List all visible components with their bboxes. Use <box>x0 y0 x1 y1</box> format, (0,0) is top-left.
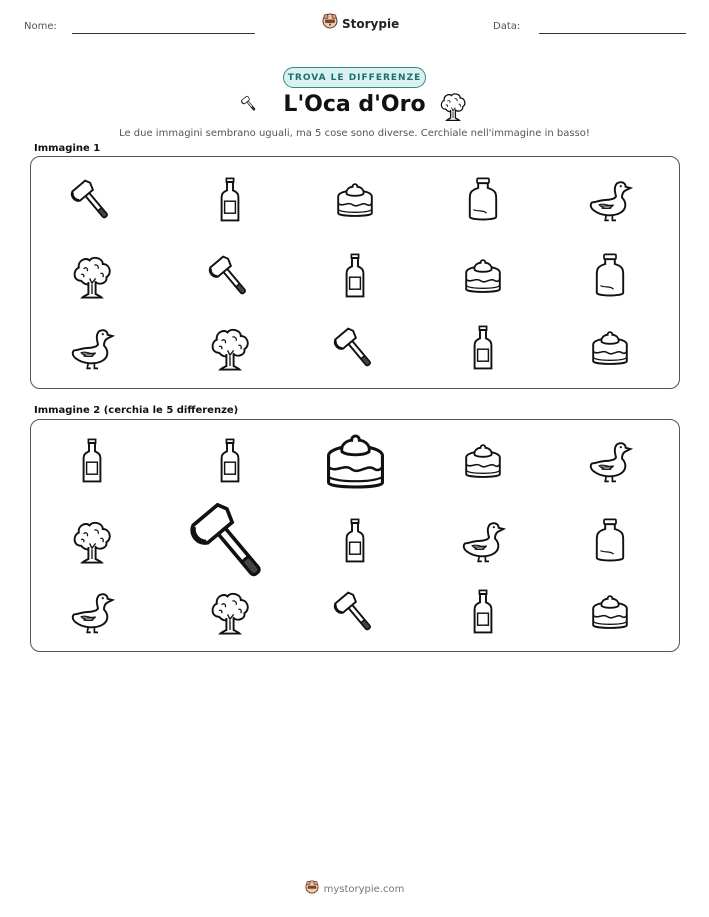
cake-icon <box>331 176 379 224</box>
goose-icon <box>586 176 634 224</box>
cake-icon <box>586 324 634 372</box>
cake-icon[interactable] <box>317 423 394 500</box>
tree-icon[interactable] <box>68 517 116 565</box>
cake-icon[interactable] <box>459 437 507 485</box>
bottle-icon[interactable] <box>68 437 116 485</box>
page-title: L'Oca d'Oro <box>283 92 426 117</box>
brand-name: Storypie <box>342 16 400 31</box>
footer-url: mystorypie.com <box>323 884 405 895</box>
instructions: Le due immagini sembrano uguali, ma 5 cose sono diverse. Cerchiale nell'immagine in basso! <box>119 128 590 139</box>
panel-1-label: Immagine 1 <box>34 143 101 154</box>
flask-icon <box>586 252 634 300</box>
worksheet-type-badge: TROVA LE DIFFERENZE <box>283 67 426 88</box>
axe-icon <box>68 176 116 224</box>
storypie-mascot-icon <box>305 880 319 899</box>
flask-icon[interactable] <box>586 517 634 565</box>
tree-icon[interactable] <box>206 588 254 636</box>
axe-icon <box>206 252 254 300</box>
tree-icon <box>437 90 469 127</box>
bottle-icon <box>331 252 379 300</box>
bottle-icon[interactable] <box>331 517 379 565</box>
storypie-mascot-icon <box>322 13 338 34</box>
goose-icon[interactable] <box>459 517 507 565</box>
tree-icon <box>206 324 254 372</box>
axe-icon[interactable] <box>185 496 276 587</box>
bottle-icon[interactable] <box>206 437 254 485</box>
bottle-icon[interactable] <box>459 588 507 636</box>
flask-icon <box>459 176 507 224</box>
footer <box>0 880 709 899</box>
cake-icon[interactable] <box>586 588 634 636</box>
goose-icon[interactable] <box>68 588 116 636</box>
goose-icon[interactable] <box>586 437 634 485</box>
date-label: Data: <box>493 21 521 32</box>
goose-icon <box>68 324 116 372</box>
date-field[interactable] <box>539 33 686 34</box>
tree-icon <box>68 252 116 300</box>
cake-icon <box>459 252 507 300</box>
axe-icon[interactable] <box>331 588 379 636</box>
name-field[interactable] <box>72 33 255 34</box>
name-label: Nome: <box>24 21 57 32</box>
panel-2-label: Immagine 2 (cerchia le 5 differenze) <box>34 405 239 416</box>
brand-logo <box>322 13 399 34</box>
bottle-icon <box>206 176 254 224</box>
bottle-icon <box>459 324 507 372</box>
axe-icon <box>331 324 379 372</box>
